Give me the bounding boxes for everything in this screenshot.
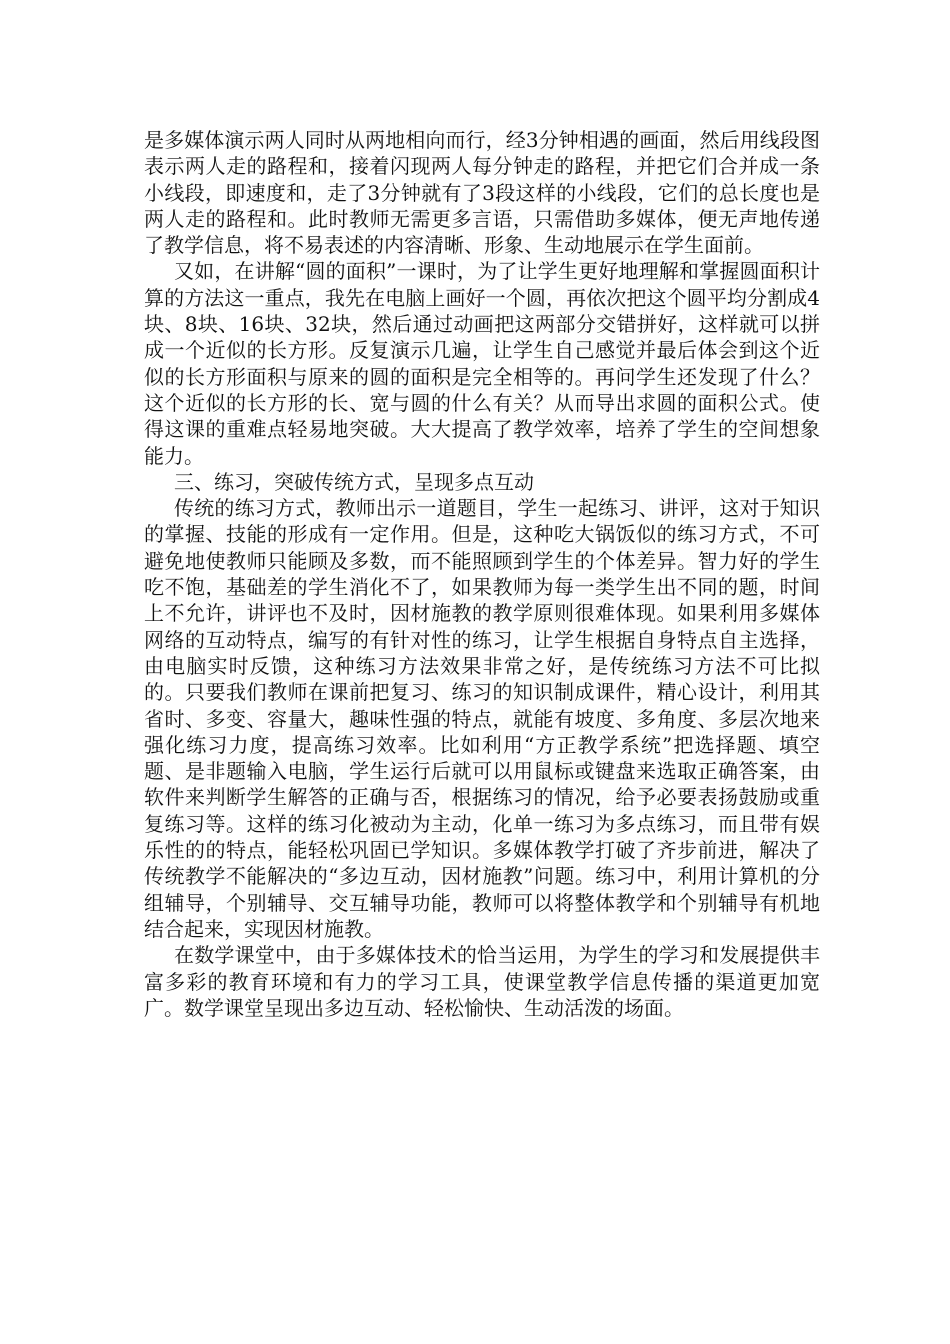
paragraph-continuation: 是多媒体演示两人同时从两地相向而行，经3分钟相遇的画面，然后用线段图表示两人走的路程和，接着闪现两人每分钟走的路程，并把它们合并成一条小线段，即速度和，走了3分钟就有了3段这样的小线段，它们的总长度也是两人走的路程和。此时教师无需更多言语，只需借助多媒体，便无声地传递了教学信息，将不易表述的内容清晰、形象、生动地展示在学生面前。 <box>144 128 820 258</box>
paragraph-traditional-practice: 传统的练习方式，教师出示一道题目，学生一起练习、讲评，这对于知识的掌握、技能的形成有一定作用。但是，这种吃大锅饭似的练习方式，不可避免地使教师只能顾及多数，而不能照顾到学生的个体差异。智力好的学生吃不饱，基础差的学生消化不了，如果教师为每一类学生出不同的题，时间上不允许，讲评也不及时，因材施教的教学原则很难体现。如果利用多媒体网络的互动特点，编写的有针对性的练习，让学生根据自身特点自主选择，由电脑实时反馈，这种练习方法效果非常之好，是传统练习方法不可比拟的。只要我们教师在课前把复习、练习的知识制成课件，精心设计，利用其省时、多变、容量大，趣味性强的特点，就能有坡度、多角度、多层次地来强化练习力度，提高练习效率。比如利用“方正教学系统”把选择题、填空题、是非题输入电脑，学生运行后就可以用鼠标或键盘来选取正确答案，由软件来判断学生解答的正确与否，根据练习的情况，给予必要表扬鼓励或重复练习等。这样的练习化被动为主动，化单一练习为多点练习，而且带有娱乐性的的特点，能轻松巩固已学知识。多媒体教学打破了齐步前进，解决了传统教学不能解决的“多边互动，因材施教”问题。练习中，利用计算机的分组辅导，个别辅导、交互辅导功能，教师可以将整体教学和个别辅导有机地结合起来，实现因材施教。 <box>144 496 820 941</box>
paragraph-conclusion: 在数学课堂中，由于多媒体技术的恰当运用，为学生的学习和发展提供丰富多彩的教育环境和有力的学习工具，使课堂教学信息传播的渠道更加宽广。数学课堂呈现出多边互动、轻松愉快、生动活泼的场面。 <box>144 943 820 1020</box>
document-page <box>144 127 820 1021</box>
paragraph-circle-area: 又如，在讲解“圆的面积”一课时，为了让学生更好地理解和掌握圆面积计算的方法这一重点，我先在电脑上画好一个圆，再依次把这个圆平均分割成4块、8块、16块、32块，然后通过动画把这两部分交错拼好，这样就可以拼成一个近似的长方形。反复演示几遍，让学生自己感觉并最后体会到这个近似的长方形面积与原来的圆的面积是完全相等的。再问学生还发现了什么？这个近似的长方形的长、宽与圆的什么有关？从而导出求圆的面积公式。使得这课的重难点轻易地突破。大大提高了教学效率，培养了学生的空间想象能力。 <box>144 259 820 468</box>
section-heading-practice: 三、练习，突破传统方式，呈现多点互动 <box>174 469 534 494</box>
